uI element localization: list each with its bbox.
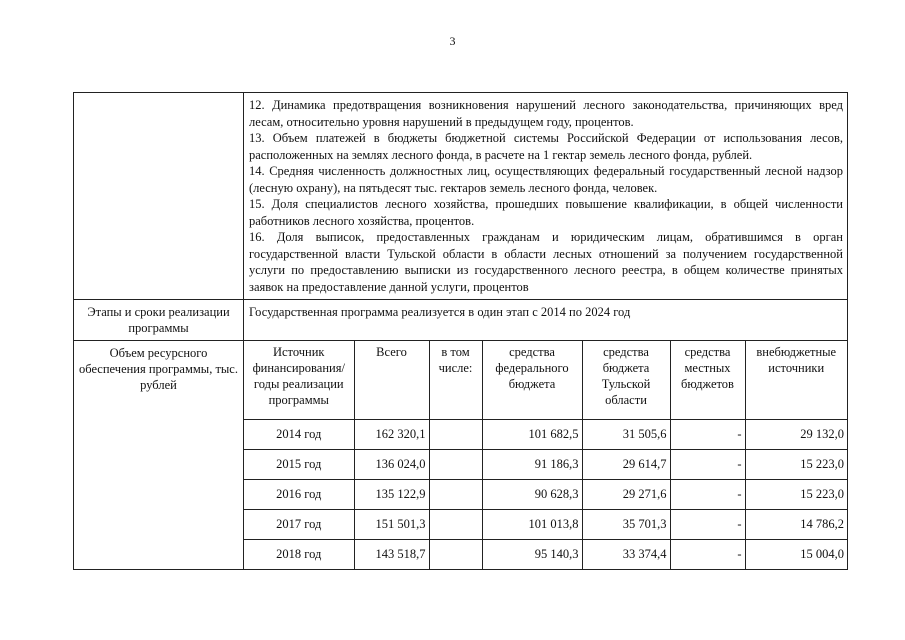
table-row (244, 419, 847, 449)
federal-cell: 101 013,8 (482, 509, 582, 539)
funding-table (244, 341, 847, 569)
regional-cell: 29 614,7 (582, 449, 670, 479)
page-number: 3 (449, 34, 456, 48)
indicators-row (74, 93, 848, 300)
year-cell: 2018 год (244, 539, 354, 569)
indicators-cell (244, 93, 848, 300)
header-federal: средства федерального бюджета (482, 341, 582, 419)
header-extrabudgetary: внебюджетные источники (745, 341, 847, 419)
year-cell: 2016 год (244, 479, 354, 509)
local-cell: - (670, 539, 745, 569)
local-cell: - (670, 449, 745, 479)
indicator-15: 15. Доля специалистов лесного хозяйства, прошедших повышение квалификации, в общей численности работников лесного хозяйства, процентов. (249, 197, 843, 228)
indicator-12: 12. Динамика предотвращения возникновения нарушений лесного законодательства, причиняющих вред лесам, относительно уровня нарушений в предыдущем году, процентов. (249, 98, 843, 129)
header-local: средства местных бюджетов (670, 341, 745, 419)
regional-cell: 31 505,6 (582, 419, 670, 449)
year-cell: 2017 год (244, 509, 354, 539)
local-cell: - (670, 479, 745, 509)
program-passport-table (73, 92, 848, 570)
federal-cell: 101 682,5 (482, 419, 582, 449)
stages-label: Этапы и сроки реализации программы (74, 300, 244, 341)
resources-row (74, 341, 848, 570)
total-cell: 143 518,7 (354, 539, 429, 569)
table-row (244, 539, 847, 569)
federal-cell: 90 628,3 (482, 479, 582, 509)
federal-cell: 95 140,3 (482, 539, 582, 569)
including-cell (429, 449, 482, 479)
local-cell: - (670, 419, 745, 449)
including-cell (429, 419, 482, 449)
header-including: в том числе: (429, 341, 482, 419)
regional-cell: 35 701,3 (582, 509, 670, 539)
extrabudgetary-cell: 29 132,0 (745, 419, 847, 449)
stages-text: Государственная программа реализуется в один этап с 2014 по 2024 год (244, 300, 848, 341)
resources-label: Объем ресурсного обеспечения программы, тыс. рублей (74, 341, 244, 570)
header-total: Всего (354, 341, 429, 419)
table-row (244, 509, 847, 539)
including-cell (429, 509, 482, 539)
total-cell: 151 501,3 (354, 509, 429, 539)
federal-cell: 91 186,3 (482, 449, 582, 479)
stages-row (74, 300, 848, 341)
indicator-13: 13. Объем платежей в бюджеты бюджетной системы Российской Федерации от использования лесов, расположенных на землях лесного фонда, в расчете на 1 гектар земель лесного фонда, рублей. (249, 131, 843, 162)
extrabudgetary-cell: 15 223,0 (745, 449, 847, 479)
local-cell: - (670, 509, 745, 539)
extrabudgetary-cell: 14 786,2 (745, 509, 847, 539)
header-source: Источник финансирования/ годы реализации программы (244, 341, 354, 419)
year-cell: 2014 год (244, 419, 354, 449)
table-row (244, 449, 847, 479)
extrabudgetary-cell: 15 223,0 (745, 479, 847, 509)
resources-cell (244, 341, 848, 570)
including-cell (429, 479, 482, 509)
indicator-16: 16. Доля выписок, предоставленных гражданам и юридическим лицам, обратившимся в орган государственной власти Тульской области в области лесных отношений за получением государственной услуги по предоставлению выписки из государственного лесного реестра, в общем количестве принятых заявок на предоставление данной услуги, процентов (249, 230, 843, 294)
regional-cell: 29 271,6 (582, 479, 670, 509)
funding-header-row (244, 341, 847, 419)
year-cell: 2015 год (244, 449, 354, 479)
total-cell: 136 024,0 (354, 449, 429, 479)
header-regional: средства бюджета Тульской области (582, 341, 670, 419)
total-cell: 162 320,1 (354, 419, 429, 449)
total-cell: 135 122,9 (354, 479, 429, 509)
indicators-label-cell (74, 93, 244, 300)
indicator-14: 14. Средняя численность должностных лиц, осуществляющих федеральный государственный лесной надзор (лесную охрану), на пятьдесят тыс. гектаров земель лесного фонда, человек. (249, 164, 843, 195)
extrabudgetary-cell: 15 004,0 (745, 539, 847, 569)
regional-cell: 33 374,4 (582, 539, 670, 569)
including-cell (429, 539, 482, 569)
table-row (244, 479, 847, 509)
